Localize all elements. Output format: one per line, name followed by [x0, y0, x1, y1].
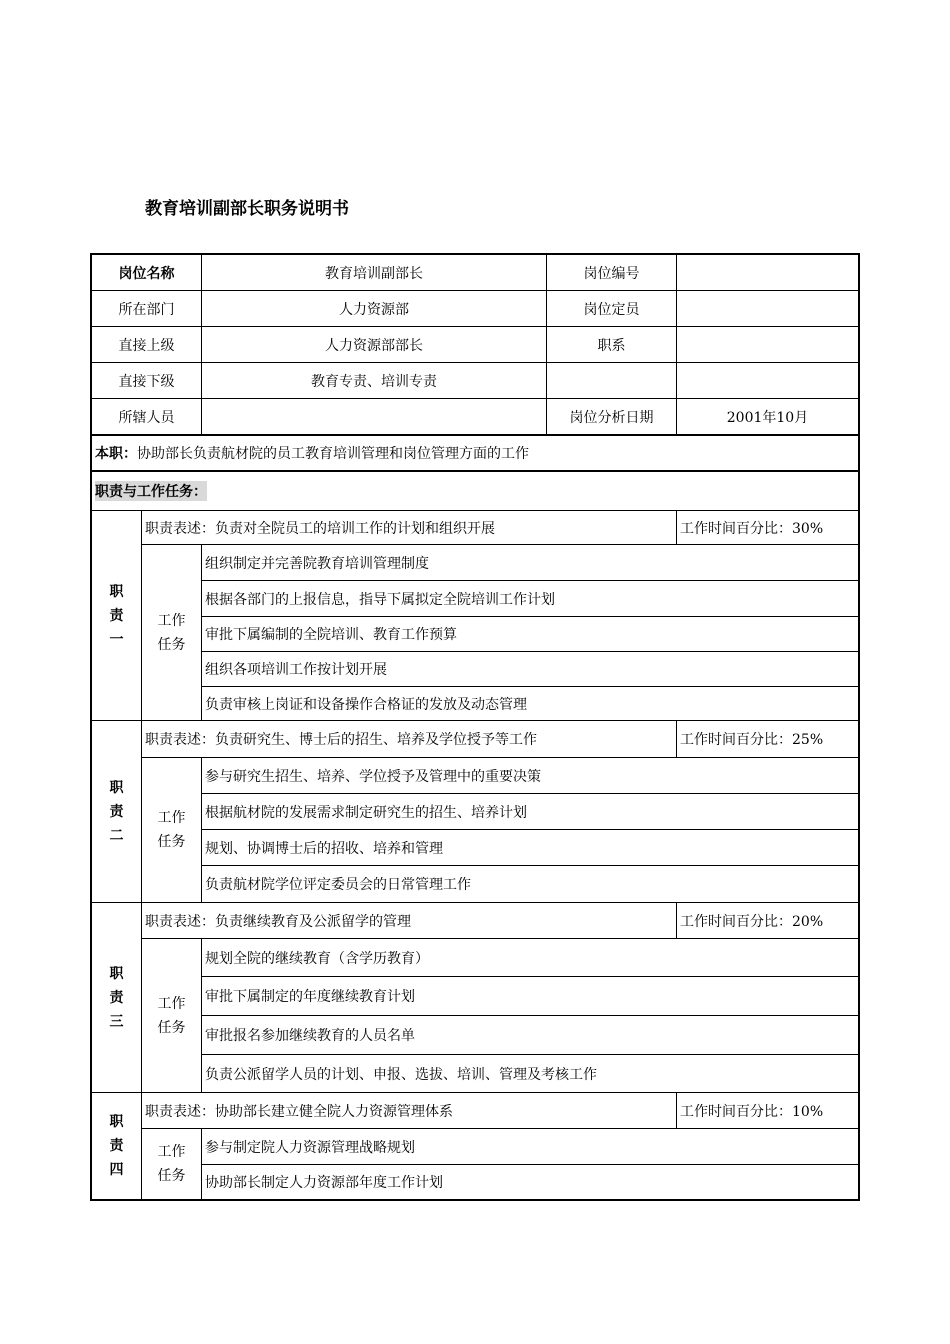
core-duty-text: 协助部长负责航材院的员工教育培训管理和岗位管理方面的工作 — [137, 446, 529, 462]
duty-time-percent: 工作时间百分比：30% — [677, 511, 858, 545]
superior-label: 直接上级 — [92, 327, 202, 363]
analysis-date-label: 岗位分析日期 — [547, 399, 677, 436]
superior-value: 人力资源部部长 — [202, 327, 547, 363]
page-title: 教育培训副部长职务说明书 — [145, 199, 349, 219]
subordinate-value: 教育专责、培训专责 — [202, 363, 547, 399]
task-label: 工作 任务 — [142, 758, 202, 903]
empty-cell — [547, 363, 677, 399]
department-value: 人力资源部 — [202, 291, 547, 327]
duty-time-percent: 工作时间百分比：10% — [677, 1093, 858, 1129]
duty-number: 职 责 三 — [92, 903, 142, 1093]
duty-description: 职责表述：协助部长建立健全院人力资源管理体系 — [142, 1093, 677, 1129]
task-item: 审批下属编制的全院培训、教育工作预算 — [202, 617, 858, 652]
position-code-value — [677, 255, 858, 291]
task-item: 负责航材院学位评定委员会的日常管理工作 — [202, 866, 858, 903]
task-item: 组织制定并完善院教育培训管理制度 — [202, 545, 858, 581]
task-label: 工作 任务 — [142, 1129, 202, 1199]
responsibilities-header: 职责与工作任务： — [95, 481, 207, 501]
duty-number: 职 责 二 — [92, 721, 142, 903]
duty-description: 职责表述：负责对全院员工的培训工作的计划和组织开展 — [142, 511, 677, 545]
core-duty-row — [92, 436, 858, 472]
task-item: 审批报名参加继续教育的人员名单 — [202, 1016, 858, 1055]
task-item: 审批下属制定的年度继续教育计划 — [202, 977, 858, 1016]
task-item: 组织各项培训工作按计划开展 — [202, 652, 858, 687]
duty-description: 职责表述：负责研究生、博士后的招生、培养及学位授予等工作 — [142, 721, 677, 758]
staff-label: 所辖人员 — [92, 399, 202, 436]
position-code-label: 岗位编号 — [547, 255, 677, 291]
job-description-table — [90, 253, 860, 1201]
task-label: 工作 任务 — [142, 545, 202, 721]
task-item: 规划全院的继续教育（含学历教育） — [202, 939, 858, 977]
task-item: 规划、协调博士后的招收、培养和管理 — [202, 830, 858, 866]
position-name-value: 教育培训副部长 — [202, 255, 547, 291]
headcount-label: 岗位定员 — [547, 291, 677, 327]
empty-cell — [677, 363, 858, 399]
task-item: 负责审核上岗证和设备操作合格证的发放及动态管理 — [202, 687, 858, 721]
department-label: 所在部门 — [92, 291, 202, 327]
task-item: 根据各部门的上报信息，指导下属拟定全院培训工作计划 — [202, 581, 858, 617]
position-name-label: 岗位名称 — [92, 255, 202, 291]
task-item: 负责公派留学人员的计划、申报、选拔、培训、管理及考核工作 — [202, 1055, 858, 1093]
headcount-value — [677, 291, 858, 327]
duty-number: 职 责 四 — [92, 1093, 142, 1199]
subordinate-label: 直接下级 — [92, 363, 202, 399]
job-family-label: 职系 — [547, 327, 677, 363]
staff-value — [202, 399, 547, 436]
task-item: 根据航材院的发展需求制定研究生的招生、培养计划 — [202, 794, 858, 830]
duty-number: 职 责 一 — [92, 511, 142, 721]
task-item: 协助部长制定人力资源部年度工作计划 — [205, 1175, 443, 1191]
job-family-value — [677, 327, 858, 363]
core-duty-label: 本职： — [95, 446, 137, 462]
task-item: 参与制定院人力资源管理战略规划 — [202, 1129, 858, 1165]
duty-time-percent: 工作时间百分比：25% — [677, 721, 858, 758]
responsibilities-header-row — [92, 472, 858, 511]
duty-description: 职责表述：负责继续教育及公派留学的管理 — [142, 903, 677, 939]
task-item: 参与研究生招生、培养、学位授予及管理中的重要决策 — [202, 758, 858, 794]
duty-time-percent: 工作时间百分比：20% — [677, 903, 858, 939]
analysis-date-value: 2001年10月 — [677, 399, 858, 436]
task-label: 工作 任务 — [142, 939, 202, 1093]
